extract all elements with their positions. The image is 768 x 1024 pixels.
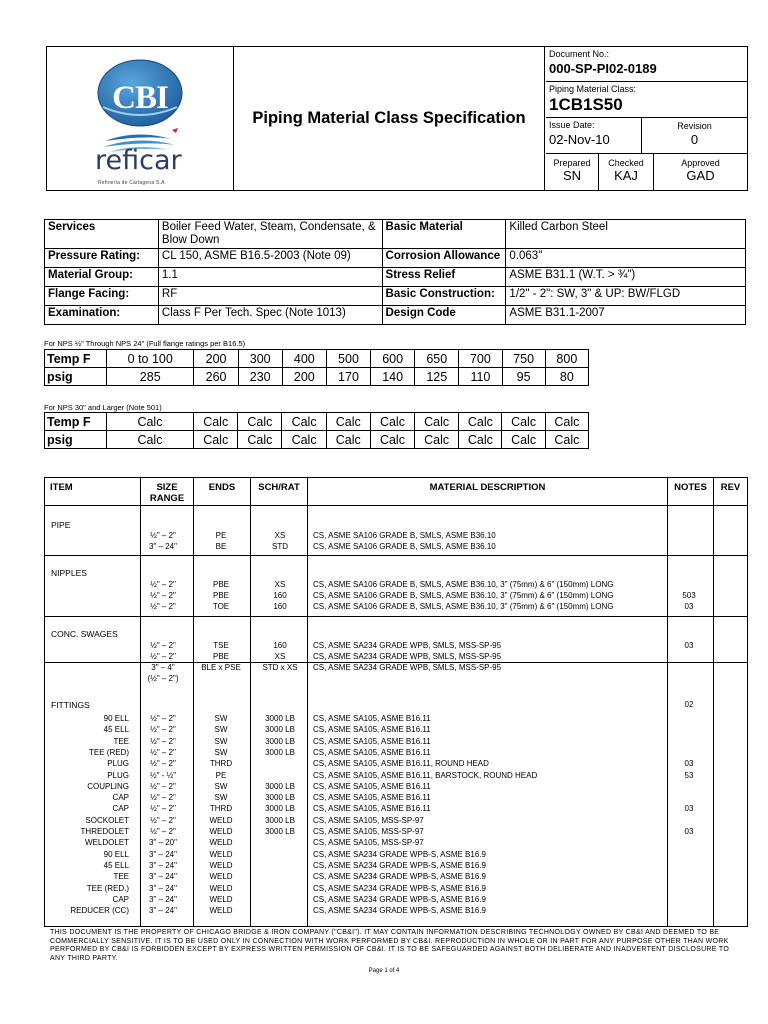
group-swages-label: CONC. SWAGES [51, 629, 118, 639]
psig-label: psig [45, 368, 107, 386]
sch-cell: STD [272, 542, 288, 551]
corrosion-allowance-value: 0.063" [506, 249, 746, 268]
desc-cell: CS, ASME SA105, MSS-SP-97 [313, 827, 424, 836]
size-cell: ½" – 2" [150, 725, 176, 735]
pressure-rating-row [45, 249, 746, 268]
psig-cell: 110 [459, 368, 502, 386]
desc-cell: CS, ASME SA234 GRADE WPB, SMLS, MSS-SP-95 [313, 652, 502, 661]
desc-cell: CS, ASME SA105, ASME B16.11 [313, 793, 431, 803]
size-cell: ½" – 2" [150, 827, 176, 836]
ends-cell: WELD [209, 872, 233, 882]
desc-cell: CS, ASME SA106 GRADE B, SMLS, ASME B36.10 [313, 542, 496, 551]
psig-cell: 170 [326, 368, 370, 386]
item-cell: CAP [112, 894, 129, 904]
services-row [45, 220, 746, 249]
notes-cell: 03 [684, 641, 694, 650]
desc-cell: CS, ASME SA106 GRADE B, SMLS, ASME B36.10, 3" (75mm) & 6" (150mm) LONG [313, 591, 614, 600]
table-row [45, 737, 747, 749]
ends-cell: SW [214, 725, 228, 735]
table-row [45, 816, 747, 828]
temp-cell: Calc [326, 413, 370, 431]
pressure-rating-value: CL 150, ASME B16.5-2003 (Note 09) [158, 249, 382, 268]
table-row [45, 580, 747, 592]
table-row [45, 804, 747, 816]
size-cell: ½" – 2" [150, 793, 176, 803]
temp-label: Temp F [45, 413, 107, 431]
checked-value: KAJ [614, 168, 638, 183]
material-group-row [45, 268, 746, 287]
psig-label: psig [45, 431, 107, 449]
table-row [45, 771, 747, 783]
design-code-value: ASME B31.1-2007 [506, 306, 746, 325]
table-row [45, 850, 747, 862]
confidentiality-notice: THIS DOCUMENT IS THE PROPERTY OF CHICAGO BRIDGE & IRON COMPANY ("CB&I"). IT MAY CONTAIN INFORMATION DESCRIBING TECHNOLOGY OWNED BY CB&I AND DEEMED TO BE COMMERCIALLY SENSITIVE. IT IS TO BE USED ONLY IN CONNECTION WITH WORK PERFORMED BY CB&I. REPRODUCTION IN WHOLE OR IN PART FOR ANY PURPOSE OTHER THAN WORK PERFORMED BY CB&I IS FORBIDDEN EXCEPT BY EXPRESS WRITTEN PERMISSION OF CB&I. IT IS TO BE SAFEGUARDED AGAINST BOTH DELIBERATE AND INADVERTENT DISCLOSURE TO ANY THIRD PARTY. [50, 929, 730, 962]
item-cell: TEE (RED.) [86, 883, 129, 893]
table-row [45, 759, 747, 771]
notes-cell: 03 [684, 827, 694, 836]
psig-cell: 285 [106, 368, 194, 386]
desc-cell: CS, ASME SA105, ASME B16.11, BARSTOCK, ROUND HEAD [313, 770, 538, 780]
col-size-header: SIZE [156, 482, 178, 493]
size-cell: 3" – 24" [149, 542, 177, 551]
desc-cell: CS, ASME SA234 GRADE WPB-S, ASME B16.9 [313, 849, 486, 859]
sch-cell: STD x XS [262, 663, 298, 672]
ends-cell: PBE [212, 580, 229, 589]
size-cell: 3" – 24" [149, 849, 177, 859]
item-cell: WELDOLET [84, 838, 129, 848]
psig-cell: Calc [459, 431, 502, 449]
item-cell: TEE (RED) [89, 747, 129, 757]
sch-cell: 160 [273, 641, 287, 650]
group-fittings-label: FITTINGS [51, 700, 90, 710]
col-desc-header: MATERIAL DESCRIPTION [429, 482, 546, 493]
signoff-row [546, 154, 747, 190]
cbi-logo-text: CBI [112, 80, 168, 116]
ends-cell: WELD [209, 849, 233, 859]
approved-value: GAD [686, 168, 715, 183]
group-pipe-label: PIPE [51, 520, 71, 530]
table-row [45, 827, 747, 839]
sch-cell: 3000 LB [265, 815, 295, 825]
size-cell: ½" – 2" [150, 804, 176, 814]
table-row [45, 700, 747, 712]
temp-cell: 700 [459, 350, 502, 368]
ends-cell: PBE [212, 652, 229, 661]
size-cell: ½" – 2" [150, 531, 176, 540]
psig-cell: Calc [106, 431, 193, 449]
checked-cell [599, 154, 654, 190]
sch-cell: 3000 LB [265, 747, 295, 757]
issue-date-cell [546, 118, 642, 153]
size-cell: ½" – 2" [150, 591, 176, 600]
ends-cell: THRD [209, 804, 233, 814]
sch-cell: XS [274, 531, 286, 540]
sch-cell: 160 [273, 591, 287, 600]
ends-cell: SW [214, 781, 228, 791]
material-group-label: Material Group: [45, 268, 159, 287]
temp-cell: 750 [502, 350, 545, 368]
checked-label: Checked [608, 158, 644, 168]
item-cell: 45 ELL [103, 860, 129, 870]
ends-cell: PE [215, 531, 227, 540]
item-cell: PLUG [107, 770, 129, 780]
notes-cell: 02 [684, 700, 694, 709]
revision-value: 0 [690, 132, 699, 147]
psig-cell: Calc [238, 431, 282, 449]
stress-relief-label: Stress Relief [382, 268, 506, 287]
temp-cell: Calc [194, 413, 238, 431]
desc-cell: CS, ASME SA105, ASME B16.11 [313, 804, 431, 814]
issue-date-value: 02-Nov-10 [549, 132, 610, 147]
size-cell: ½" – 2" [150, 641, 176, 650]
temp-cell: Calc [282, 413, 326, 431]
notes-cell: 03 [684, 804, 694, 814]
ends-cell: WELD [209, 883, 233, 893]
page-number: Page 1 of 4 [368, 968, 400, 974]
class-label: Piping Material Class: [549, 84, 637, 94]
item-cell: CAP [112, 804, 129, 814]
ends-cell: SW [214, 714, 228, 723]
size-cell: 3" – 24" [149, 860, 177, 870]
size-cell: ½" – 2" [150, 580, 176, 589]
document-meta [546, 47, 747, 190]
group-nipples-label: NIPPLES [51, 568, 87, 578]
ends-cell: PE [215, 770, 227, 780]
temp-label: Temp F [45, 350, 107, 368]
ends-cell: PBE [212, 591, 229, 600]
sch-cell: 3000 LB [265, 714, 295, 723]
col-item-header: ITEM [50, 482, 73, 493]
prepared-label: Prepared [553, 158, 591, 168]
approved-label: Approved [681, 158, 720, 168]
table-row [45, 542, 747, 554]
notes-cell: 503 [682, 591, 696, 600]
col-range-header: RANGE [149, 493, 185, 504]
table-row [45, 531, 747, 543]
temp-cell: 400 [282, 350, 326, 368]
desc-cell: CS, ASME SA234 GRADE WPB-S, ASME B16.9 [313, 860, 486, 870]
desc-cell: CS, ASME SA105, ASME B16.11 [313, 725, 431, 735]
size-cell: ½" – 2" [150, 747, 176, 757]
size-cell: ½" – 2" [150, 759, 176, 769]
rating-table-2-caption: For NPS 30" and Larger (Note 501) [44, 403, 162, 412]
pressure-temp-table-1 [44, 349, 589, 386]
class-value: 1CB1S50 [549, 95, 623, 114]
size-cell: ½" – 2" [150, 714, 176, 723]
issue-revision-row [546, 118, 747, 154]
ends-cell: SW [214, 736, 228, 746]
services-label: Services [45, 220, 159, 249]
basic-material-label: Basic Material [382, 220, 506, 249]
item-cell: TEE [113, 872, 129, 882]
table-row [45, 663, 747, 675]
size-cell: 3" – 4" [151, 663, 175, 672]
desc-cell: CS, ASME SA105, ASME B16.11 [313, 714, 431, 723]
prepared-cell [546, 154, 599, 190]
sch-cell: 3000 LB [265, 804, 295, 814]
temp-cell: 800 [545, 350, 588, 368]
temp-row [45, 350, 589, 368]
col-ends-header: ENDS [208, 482, 236, 493]
ends-cell: THRD [209, 759, 233, 769]
doc-number-label: Document No.: [549, 49, 610, 59]
revision-cell [642, 118, 747, 153]
table-row [45, 602, 747, 614]
prepared-value: SN [562, 168, 582, 183]
psig-cell: 125 [415, 368, 459, 386]
size-cell: ½" – 2" [150, 815, 176, 825]
temp-cell: 600 [371, 350, 415, 368]
item-cell: 45 ELL [103, 725, 129, 735]
ends-cell: WELD [209, 827, 233, 836]
examination-value: Class F Per Tech. Spec (Note 1013) [158, 306, 382, 325]
desc-cell: CS, ASME SA105, ASME B16.11, ROUND HEAD [313, 759, 489, 769]
components-table [44, 477, 748, 927]
table-row [45, 674, 747, 686]
temp-cell: Calc [415, 413, 459, 431]
revision-label: Revision [677, 121, 712, 131]
item-cell: 90 ELL [103, 714, 129, 723]
examination-label: Examination: [45, 306, 159, 325]
psig-cell: Calc [194, 431, 238, 449]
document-title: Piping Material Class Specification [234, 47, 545, 190]
services-value: Boiler Feed Water, Steam, Condensate, & Blow Down [158, 220, 382, 249]
size-cell: (½" – 2") [147, 674, 179, 683]
table-row [45, 641, 747, 653]
pressure-temp-table-2 [44, 412, 589, 449]
basic-construction-value: 1/2" - 2": SW, 3" & UP: BW/FLGD [506, 287, 746, 306]
psig-row [45, 431, 589, 449]
desc-cell: CS, ASME SA105, MSS-SP-97 [313, 815, 424, 825]
desc-cell: CS, ASME SA106 GRADE B, SMLS, ASME B36.10, 3" (75mm) & 6" (150mm) LONG [313, 580, 614, 589]
reficar-logo-subtitle: Refinería de Cartagena S.A. [98, 180, 167, 186]
desc-cell: CS, ASME SA234 GRADE WPB, SMLS, MSS-SP-95 [313, 663, 502, 672]
table-row [45, 906, 747, 918]
psig-cell: 80 [545, 368, 588, 386]
sch-cell: 3000 LB [265, 781, 295, 791]
size-cell: ½" - ½" [149, 770, 177, 780]
basic-construction-label: Basic Construction: [382, 287, 506, 306]
notes-cell: 53 [684, 770, 694, 780]
psig-cell: Calc [282, 431, 326, 449]
pressure-rating-label: Pressure Rating: [45, 249, 159, 268]
desc-cell: CS, ASME SA234 GRADE WPB, SMLS, MSS-SP-95 [313, 641, 502, 650]
notes-cell: 03 [684, 602, 694, 611]
sch-cell: 3000 LB [265, 827, 295, 836]
class-cell [546, 82, 747, 118]
temp-cell: 0 to 100 [106, 350, 194, 368]
temp-cell: Calc [545, 413, 588, 431]
size-cell: 3" – 24" [149, 872, 177, 882]
psig-row [45, 368, 589, 386]
table-row [45, 884, 747, 896]
item-cell: SOCKOLET [85, 815, 129, 825]
size-cell: ½" – 2" [150, 781, 176, 791]
item-cell: REDUCER (CC) [70, 906, 129, 916]
psig-cell: 95 [502, 368, 545, 386]
rating-table-1-caption: For NPS ½" Through NPS 24" (Full flange ratings per B16.5) [44, 339, 246, 348]
desc-cell: CS, ASME SA106 GRADE B, SMLS, ASME B36.10 [313, 531, 496, 540]
ends-cell: TOE [212, 602, 230, 611]
examination-row [45, 306, 746, 325]
table-row [45, 861, 747, 873]
psig-cell: Calc [326, 431, 370, 449]
psig-cell: Calc [415, 431, 459, 449]
ends-cell: SW [214, 793, 228, 803]
size-cell: 3" – 20" [149, 838, 177, 848]
logo-panel [47, 47, 234, 190]
item-cell: TEE [113, 736, 129, 746]
temp-cell: Calc [459, 413, 502, 431]
table-row [45, 793, 747, 805]
ends-cell: WELD [209, 860, 233, 870]
size-cell: ½" – 2" [150, 736, 176, 746]
material-group-value: 1.1 [158, 268, 382, 287]
issue-date-label: Issue Date: [549, 120, 595, 130]
size-cell: 3" – 24" [149, 883, 177, 893]
flange-facing-value: RF [158, 287, 382, 306]
corrosion-allowance-label: Corrosion Allowance [382, 249, 506, 268]
desc-cell: CS, ASME SA105, ASME B16.11 [313, 736, 431, 746]
table-row [45, 725, 747, 737]
reficar-logo-text: reficar [95, 145, 182, 176]
stress-relief-value: ASME B31.1 (W.T. > ¾") [506, 268, 746, 287]
table-row [45, 652, 747, 664]
psig-cell: Calc [545, 431, 588, 449]
psig-cell: Calc [370, 431, 414, 449]
sch-cell: XS [274, 652, 286, 661]
service-conditions-table [44, 219, 746, 325]
sch-cell: 3000 LB [265, 725, 295, 735]
desc-cell: CS, ASME SA234 GRADE WPB-S, ASME B16.9 [313, 894, 486, 904]
temp-cell: 650 [415, 350, 459, 368]
size-cell: ½" – 2" [150, 602, 176, 611]
desc-cell: CS, ASME SA105, ASME B16.11 [313, 747, 431, 757]
ends-cell: BE [215, 542, 227, 551]
table-row [45, 872, 747, 884]
desc-cell: CS, ASME SA106 GRADE B, SMLS, ASME B36.10, 3" (75mm) & 6" (150mm) LONG [313, 602, 614, 611]
temp-row [45, 413, 589, 431]
size-cell: 3" – 24" [149, 906, 177, 916]
temp-cell: 500 [326, 350, 370, 368]
ends-cell: WELD [209, 838, 233, 848]
temp-cell: Calc [370, 413, 414, 431]
basic-material-value: Killed Carbon Steel [506, 220, 746, 249]
document-header [46, 46, 748, 191]
ends-cell: BLE x PSE [201, 663, 241, 672]
temp-cell: 300 [238, 350, 282, 368]
ends-cell: WELD [209, 894, 233, 904]
desc-cell: CS, ASME SA105, ASME B16.11 [313, 781, 431, 791]
design-code-label: Design Code [382, 306, 506, 325]
ends-cell: SW [214, 747, 228, 757]
ends-cell: WELD [209, 815, 233, 825]
table-row [45, 838, 747, 850]
temp-cell: Calc [502, 413, 545, 431]
psig-cell: Calc [502, 431, 545, 449]
psig-cell: 200 [282, 368, 326, 386]
doc-number-cell [546, 47, 747, 82]
col-notes-header: NOTES [674, 482, 707, 493]
item-cell: COUPLING [87, 781, 129, 791]
table-row [45, 591, 747, 603]
notes-cell: 03 [684, 759, 694, 769]
col-rev-header: REV [720, 482, 741, 493]
table-row [45, 895, 747, 907]
col-sch-header: SCH/RAT [258, 482, 300, 493]
temp-cell: Calc [106, 413, 193, 431]
item-cell: CAP [112, 793, 129, 803]
desc-cell: CS, ASME SA105, MSS-SP-97 [313, 838, 424, 848]
sch-cell: XS [274, 580, 286, 589]
table-row [45, 714, 747, 726]
size-cell: 3" – 24" [149, 894, 177, 904]
item-cell: THREDOLET [80, 827, 129, 836]
item-cell: 90 ELL [103, 849, 129, 859]
psig-cell: 140 [371, 368, 415, 386]
desc-cell: CS, ASME SA234 GRADE WPB-S, ASME B16.9 [313, 872, 486, 882]
temp-cell: Calc [238, 413, 282, 431]
sch-cell: 3000 LB [265, 793, 295, 803]
flange-facing-row [45, 287, 746, 306]
psig-cell: 260 [194, 368, 238, 386]
size-cell: ½" – 2" [150, 652, 176, 661]
temp-cell: 200 [194, 350, 238, 368]
ends-cell: WELD [209, 906, 233, 916]
table-row [45, 748, 747, 760]
desc-cell: CS, ASME SA234 GRADE WPB-S, ASME B16.9 [313, 883, 486, 893]
desc-cell: CS, ASME SA234 GRADE WPB-S, ASME B16.9 [313, 906, 486, 916]
doc-number-value: 000-SP-PI02-0189 [549, 61, 657, 76]
table-row [45, 782, 747, 794]
approved-cell [654, 154, 747, 190]
sch-cell: 3000 LB [265, 736, 295, 746]
sch-cell: 160 [273, 602, 287, 611]
ends-cell: TSE [213, 641, 229, 650]
flange-facing-label: Flange Facing: [45, 287, 159, 306]
item-cell: PLUG [107, 759, 129, 769]
psig-cell: 230 [238, 368, 282, 386]
